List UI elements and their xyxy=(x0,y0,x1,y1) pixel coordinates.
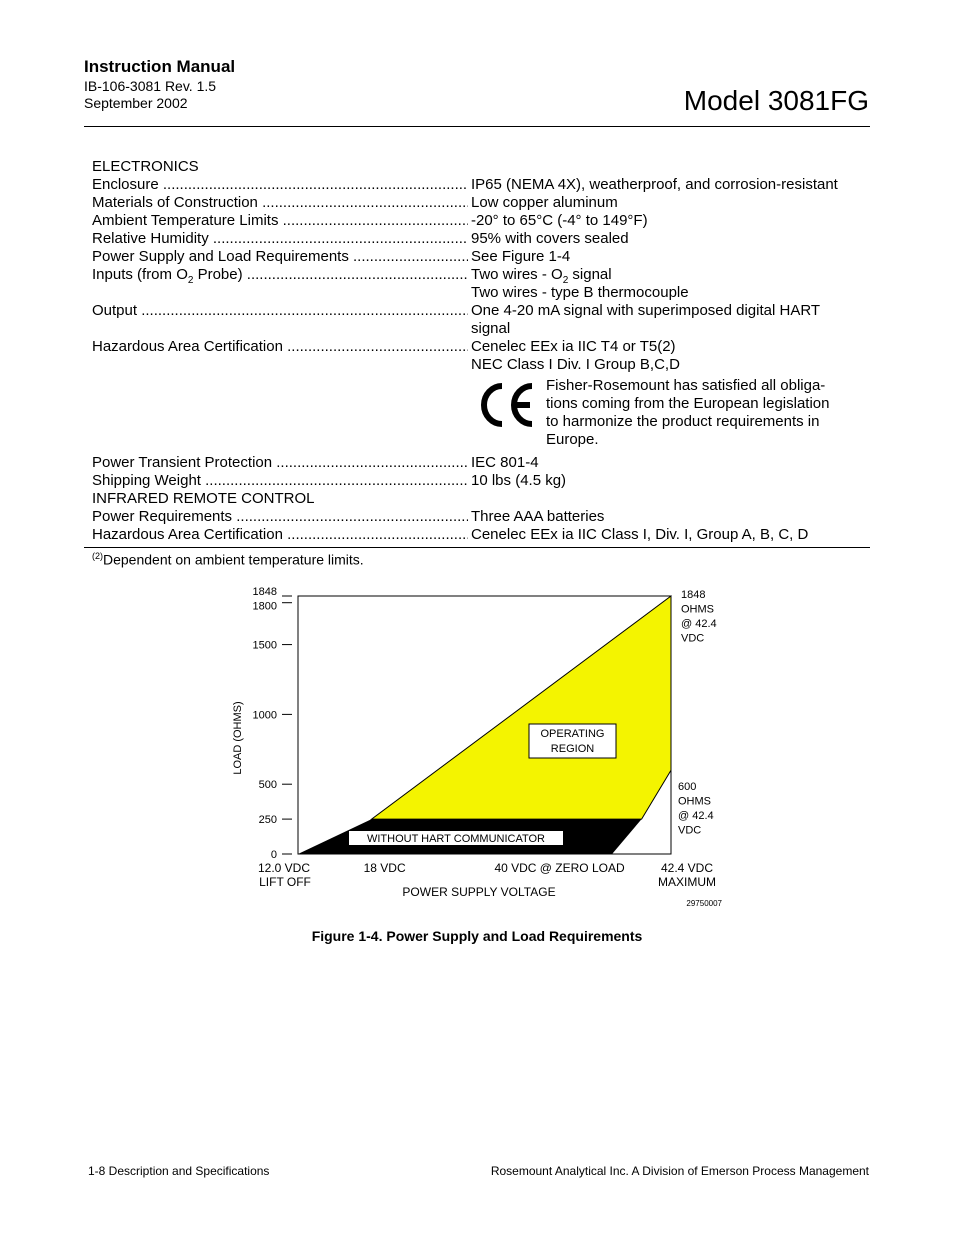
min-load-annotation: @ 42.4 xyxy=(678,810,714,822)
spec-value: Low copper aluminum xyxy=(471,194,618,211)
spec-value: 95% with covers sealed xyxy=(471,230,629,247)
spec-value-continued: Two wires - type B thermocouple xyxy=(471,284,689,301)
max-load-annotation: 1848 xyxy=(681,589,706,601)
spec-label: Relative Humidity ..... xyxy=(92,230,468,248)
spec-label: Materials of Construction ..... xyxy=(92,194,468,212)
min-load-annotation: OHMS xyxy=(678,795,711,808)
spec-value: Three AAA batteries xyxy=(471,508,605,525)
x-tick-label-line2: MAXIMUM xyxy=(658,875,716,889)
spec-label: Shipping Weight ..... xyxy=(92,472,468,490)
x-tick-label: 12.0 VDC xyxy=(257,861,311,875)
footer-publisher: Rosemount Analytical Inc. A Division of Emerson Process Management xyxy=(490,1164,869,1178)
revision-number: IB-106-3081 Rev. 1.5 xyxy=(84,78,217,94)
spec-value: See Figure 1-4 xyxy=(471,248,571,265)
section-heading-electronics: ELECTRONICS xyxy=(92,158,199,175)
x-tick-label: 42.4 VDC xyxy=(660,861,714,875)
spec-value: IEC 801-4 xyxy=(471,454,539,471)
y-tick-label: 500 xyxy=(258,779,277,792)
spec-label: Ambient Temperature Limits ..... xyxy=(92,212,468,230)
operating-region-label: REGION xyxy=(550,743,595,755)
without-hart-label: WITHOUT HART COMMUNICATOR xyxy=(366,833,546,845)
x-axis-label: POWER SUPPLY VOLTAGE xyxy=(402,885,556,899)
figure-id: 29750007 xyxy=(686,899,722,908)
y-tick-label: 1800 xyxy=(252,600,277,613)
operating-region-area xyxy=(372,596,671,819)
spec-value-continued: signal xyxy=(471,320,511,337)
spec-value: Cenelec EEx ia IIC Class I, Div. I, Group A, B, C, D xyxy=(471,526,809,543)
spec-value: 10 lbs (4.5 kg) xyxy=(471,472,567,489)
max-load-annotation: VDC xyxy=(681,632,705,645)
spec-label: Inputs (from $O_2$ Probe) ..... xyxy=(92,266,468,290)
max-load-annotation: OHMS xyxy=(681,603,714,616)
spec-label: Hazardous Area Certification ..... xyxy=(92,526,468,544)
section-heading-infrared: INFRARED REMOTE CONTROL xyxy=(92,490,315,507)
spec-label: Output ..... xyxy=(92,302,468,320)
spec-value: IP65 (NEMA 4X), weatherproof, and corrosion-resistant xyxy=(471,176,838,193)
max-load-annotation: @ 42.4 xyxy=(681,618,717,630)
figure-caption: Figure 1-4. Power Supply and Load Requirements xyxy=(311,928,643,944)
spec-value: -20° to 65°C (-4° to 149°F) xyxy=(471,212,648,229)
footnote: $^{(2)}$Dependent on ambient temperature limits. xyxy=(92,551,364,568)
y-tick-label: 250 xyxy=(258,814,277,827)
operating-region-label: OPERATING xyxy=(540,728,605,740)
spec-label: Power Transient Protection ..... xyxy=(92,454,468,472)
spec-value: One 4-20 mA signal with superimposed digital HART xyxy=(471,302,821,319)
y-axis-label: LOAD (OHMS) xyxy=(232,701,244,775)
ce-statement: Fisher-Rosemount has satisfied all obliga- tions coming from the European legislation to harmonize the product requirements in Europe. xyxy=(546,377,830,448)
spec-label: Enclosure ..... xyxy=(92,176,468,194)
publication-date: September 2002 xyxy=(84,95,188,111)
spec-label: Power Supply and Load Requirements ..... xyxy=(92,248,468,266)
spec-value: Two wires - $O_2$ signal xyxy=(471,266,612,286)
x-tick-label: 18 VDC xyxy=(363,861,406,875)
min-load-annotation: VDC xyxy=(678,824,702,837)
y-tick-label: 1000 xyxy=(252,709,277,722)
footer-page-section: 1-8 Description and Specifications xyxy=(88,1164,270,1178)
y-tick-label: 1500 xyxy=(252,639,277,652)
x-tick-label: 40 VDC @ ZERO LOAD xyxy=(494,861,625,875)
spec-value: Cenelec EEx ia IIC T4 or T5(2) xyxy=(471,338,676,355)
y-tick-label: 0 xyxy=(270,849,277,861)
x-tick-label-line2: LIFT OFF xyxy=(259,875,311,889)
model-title: Model 3081FG xyxy=(683,85,869,116)
y-tick-label: 1848 xyxy=(252,586,277,598)
spec-label: Hazardous Area Certification ..... xyxy=(92,338,468,356)
spec-value-continued: NEC Class I Div. I Group B,C,D xyxy=(471,356,680,373)
min-load-annotation: 600 xyxy=(678,781,697,793)
spec-label: Power Requirements ..... xyxy=(92,508,468,526)
manual-title: Instruction Manual xyxy=(84,57,236,76)
